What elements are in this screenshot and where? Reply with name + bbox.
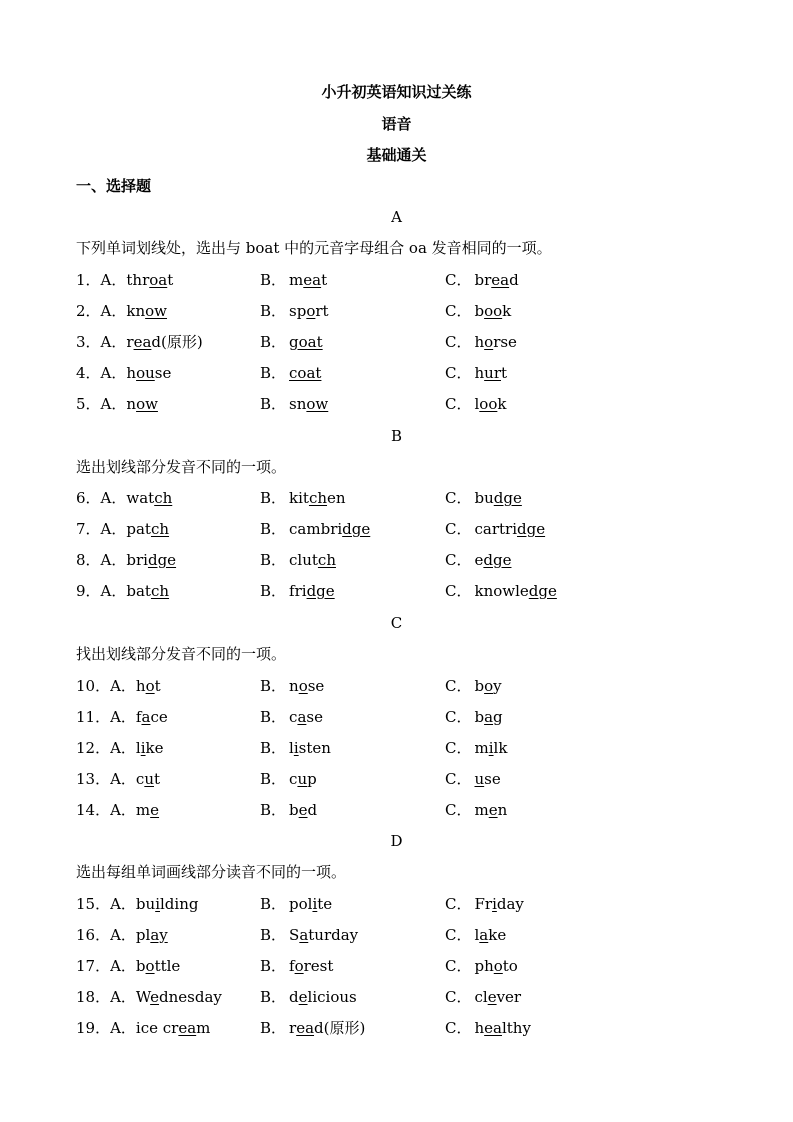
option-a[interactable] [76, 894, 198, 914]
option-a[interactable] [76, 1018, 210, 1038]
option-a-word: throat [126, 271, 174, 289]
underlined-letters: e [150, 801, 160, 819]
underlined-letters: ow [145, 302, 168, 320]
question-number: 17．A． [76, 957, 136, 975]
option-c[interactable] [445, 550, 511, 570]
underlined-letters: oo [479, 395, 498, 413]
option-c-label: C． [445, 801, 472, 819]
option-c[interactable] [445, 769, 501, 789]
option-b[interactable] [260, 894, 332, 914]
option-c-word: men [474, 801, 508, 819]
option-c-label: C． [445, 395, 472, 413]
underlined-letters: a [479, 926, 489, 944]
option-a-word: like [135, 739, 164, 757]
option-c-word: photo [474, 957, 518, 975]
option-b-label: B． [260, 333, 287, 351]
part-instruction: 选出划线部分发音不同的一项。 [76, 458, 287, 476]
underlined-letters: oo [484, 302, 503, 320]
question-row [0, 800, 793, 820]
question-row [0, 769, 793, 789]
option-b[interactable] [260, 270, 327, 290]
option-a-word: know [126, 302, 168, 320]
question-row [0, 550, 793, 570]
underlined-letters: o [298, 677, 308, 695]
option-b-label: B． [260, 364, 287, 382]
option-c[interactable] [445, 676, 502, 696]
question-number: 12．A． [76, 739, 136, 757]
underlined-letters: i [293, 739, 299, 757]
option-c-word: hurt [474, 364, 508, 382]
question-number: 7．A． [76, 520, 127, 538]
option-a-word: watch [126, 489, 173, 507]
question-row [0, 519, 793, 539]
underlined-letters: o [484, 333, 494, 351]
question-row [0, 301, 793, 321]
option-b[interactable] [260, 332, 323, 352]
option-a-word: bridge [126, 551, 177, 569]
underlined-letters: ow [306, 395, 329, 413]
question-row [0, 1018, 793, 1038]
option-c[interactable] [445, 894, 524, 914]
question-row [0, 925, 793, 945]
option-c[interactable] [445, 956, 518, 976]
option-b-label: B． [260, 395, 287, 413]
option-c-word: bread [474, 271, 519, 289]
option-b-word: delicious [289, 988, 357, 1006]
option-c-label: C． [445, 520, 472, 538]
option-b-word: cambridge [289, 520, 371, 538]
question-row [0, 676, 793, 696]
option-b-label: B． [260, 957, 287, 975]
question-row [0, 488, 793, 508]
option-c-word: horse [474, 333, 517, 351]
section-heading: 一、选择题 [76, 177, 152, 195]
option-b-word [289, 333, 323, 351]
option-b-label: B． [260, 302, 287, 320]
option-a[interactable] [76, 925, 168, 945]
option-a[interactable] [76, 488, 172, 508]
underlined-letters: a [299, 926, 309, 944]
option-c-label: C． [445, 551, 472, 569]
option-a[interactable] [76, 800, 159, 820]
underlined-letters: e [298, 801, 308, 819]
underlined-letters: ch [308, 489, 328, 507]
option-b-label: B． [260, 801, 287, 819]
option-a[interactable] [76, 270, 173, 290]
option-a-word: play [135, 926, 168, 944]
option-c-label: C． [445, 708, 472, 726]
option-b-label: B． [260, 551, 287, 569]
option-a-word: batch [126, 582, 170, 600]
option-b-word: polite [289, 895, 333, 913]
option-a-word: face [135, 708, 168, 726]
underlined-letters: o [145, 957, 155, 975]
option-b-label: B． [260, 770, 287, 788]
question-number: 15．A． [76, 895, 136, 913]
option-a-word: cut [135, 770, 161, 788]
underlined-letters: ur [484, 364, 501, 382]
underlined-letters: ch [154, 489, 173, 507]
underlined-letters: dge [493, 489, 522, 507]
option-c[interactable] [445, 738, 507, 758]
option-c-word: Friday [474, 895, 524, 913]
question-number: 5．A． [76, 395, 127, 413]
option-b-label: B． [260, 677, 287, 695]
option-c-label: C． [445, 364, 472, 382]
underlined-letters: ay [150, 926, 168, 944]
underlined-letters: goat [289, 333, 323, 351]
option-b[interactable] [260, 550, 336, 570]
question-number: 18．A． [76, 988, 136, 1006]
underlined-letters: e [488, 801, 498, 819]
question-number: 8．A． [76, 551, 127, 569]
option-c-word: look [474, 395, 507, 413]
underlined-letters: dge [483, 551, 512, 569]
underlined-letters: e [487, 988, 497, 1006]
option-c-word: cartridge [474, 520, 546, 538]
option-a-word: now [126, 395, 158, 413]
option-b[interactable] [260, 738, 331, 758]
underlined-letters: a [484, 708, 494, 726]
option-b-word: cup [289, 770, 317, 788]
option-a-word: Wednesday [135, 988, 222, 1006]
option-a-word: read(原形) [126, 333, 203, 351]
option-a[interactable] [76, 707, 168, 727]
underlined-letters: i [155, 895, 160, 913]
underlined-letters: ow [136, 395, 158, 413]
option-c-word: clever [474, 988, 522, 1006]
underlined-letters: u [297, 770, 308, 788]
option-c[interactable] [445, 301, 511, 321]
part-instruction: 下列单词划线处，选出与 boat 中的元音字母组合 oa 发音相同的一项。 [76, 239, 552, 257]
option-b[interactable] [260, 519, 370, 539]
underlined-letters: ou [136, 364, 155, 382]
option-b-label: B． [260, 489, 287, 507]
option-a[interactable] [76, 332, 203, 352]
option-c[interactable] [445, 800, 507, 820]
level-title: 基础通关 [366, 146, 427, 164]
question-number: 19．A． [76, 1019, 136, 1037]
option-b[interactable] [260, 707, 323, 727]
part-instruction: 选出每组单词画线部分读音不同的一项。 [76, 863, 347, 881]
option-c[interactable] [445, 581, 557, 601]
part-label: D [390, 832, 403, 850]
option-a[interactable] [76, 363, 171, 383]
underlined-letters: dge [306, 582, 335, 600]
question-number: 10．A． [76, 677, 136, 695]
underlined-letters: ch [317, 551, 336, 569]
underlined-letters: oa [149, 271, 168, 289]
option-b[interactable] [260, 1018, 365, 1038]
option-b[interactable] [260, 800, 317, 820]
option-c[interactable] [445, 332, 517, 352]
underlined-letters: e [298, 988, 308, 1006]
option-b-word [289, 364, 321, 382]
option-b-label: B． [260, 739, 287, 757]
option-b-label: B． [260, 926, 287, 944]
underlined-letters: ch [150, 520, 170, 538]
option-c[interactable] [445, 363, 507, 383]
option-b-label: B． [260, 895, 287, 913]
topic-title: 语音 [381, 115, 412, 133]
option-b-word: Saturday [289, 926, 359, 944]
option-b-word: snow [289, 395, 329, 413]
underlined-letters: ea [296, 1019, 315, 1037]
option-b-label: B． [260, 988, 287, 1006]
option-b-word: case [289, 708, 323, 726]
option-a[interactable] [76, 550, 176, 570]
underlined-letters: i [492, 895, 497, 913]
option-c-word: edge [474, 551, 512, 569]
option-c-label: C． [445, 988, 472, 1006]
option-b[interactable] [260, 488, 346, 508]
question-number: 13．A． [76, 770, 136, 788]
underlined-letters: o [145, 677, 155, 695]
page-title: 小升初英语知识过关练 [321, 83, 472, 101]
option-c-word: boy [474, 677, 502, 695]
option-c[interactable] [445, 488, 522, 508]
option-a[interactable] [76, 956, 180, 976]
option-c-label: C． [445, 895, 472, 913]
question-number: 11．A． [76, 708, 136, 726]
underlined-letters: o [306, 302, 316, 320]
underlined-letters: ea [178, 1019, 197, 1037]
option-c[interactable] [445, 519, 545, 539]
option-c-label: C． [445, 739, 472, 757]
option-b-word: forest [289, 957, 334, 975]
option-c[interactable] [445, 394, 506, 414]
option-b[interactable] [260, 676, 324, 696]
option-a-word: bottle [135, 957, 181, 975]
option-b[interactable] [260, 363, 321, 383]
option-c-word: milk [474, 739, 508, 757]
option-a[interactable] [76, 738, 164, 758]
option-c-label: C． [445, 582, 472, 600]
question-number: 6．A． [76, 489, 127, 507]
option-c-label: C． [445, 302, 472, 320]
question-row [0, 394, 793, 414]
option-b[interactable] [260, 394, 328, 414]
underlined-letters: dge [342, 520, 371, 538]
option-b[interactable] [260, 956, 333, 976]
option-c-word: knowledge [474, 582, 557, 600]
underlined-letters: u [474, 770, 485, 788]
question-number: 4．A． [76, 364, 127, 382]
underlined-letters: a [297, 708, 307, 726]
option-b-word: fridge [289, 582, 335, 600]
option-c-word: lake [474, 926, 507, 944]
question-number: 2．A． [76, 302, 127, 320]
option-c-label: C． [445, 926, 472, 944]
question-row [0, 894, 793, 914]
underlined-letters: dge [528, 582, 557, 600]
part-label: B [390, 427, 403, 445]
question-row [0, 707, 793, 727]
option-a[interactable] [76, 769, 160, 789]
option-c-word: bag [474, 708, 503, 726]
option-b[interactable] [260, 987, 357, 1007]
question-number: 14．A． [76, 801, 136, 819]
question-row [0, 738, 793, 758]
option-c[interactable] [445, 707, 503, 727]
option-a-word: building [135, 895, 199, 913]
underlined-letters: ea [484, 1019, 502, 1037]
option-a-word: ice cream [135, 1019, 211, 1037]
option-b[interactable] [260, 301, 329, 321]
option-b-label: B． [260, 271, 287, 289]
option-a[interactable] [76, 676, 161, 696]
underlined-letters: dge [147, 551, 177, 569]
question-row [0, 363, 793, 383]
option-c-word: budge [474, 489, 522, 507]
option-a-word: house [126, 364, 172, 382]
option-b[interactable] [260, 769, 317, 789]
option-a-word: me [135, 801, 160, 819]
option-c-label: C． [445, 677, 472, 695]
option-b-word: listen [289, 739, 331, 757]
option-a[interactable] [76, 581, 169, 601]
underlined-letters: ea [303, 271, 322, 289]
underlined-letters: o [294, 957, 304, 975]
option-b-word: kitchen [289, 489, 346, 507]
underlined-letters: u [144, 770, 154, 788]
question-row [0, 956, 793, 976]
underlined-letters: coat [289, 364, 322, 382]
question-number: 16．A． [76, 926, 136, 944]
option-c-label: C． [445, 957, 472, 975]
option-b-label: B． [260, 1019, 287, 1037]
underlined-letters: o [493, 957, 503, 975]
option-c-word: use [474, 770, 501, 788]
option-a[interactable] [76, 519, 169, 539]
option-b-word: meat [289, 271, 328, 289]
option-c-label: C． [445, 489, 472, 507]
option-c[interactable] [445, 270, 519, 290]
part-label: C [390, 614, 403, 632]
question-number: 9．A． [76, 582, 127, 600]
option-b[interactable] [260, 581, 335, 601]
option-c-label: C． [445, 271, 472, 289]
option-b-word: clutch [289, 551, 336, 569]
option-a-word: hot [135, 677, 161, 695]
underlined-letters: i [312, 895, 318, 913]
option-b-label: B． [260, 520, 287, 538]
underlined-letters: i [488, 739, 494, 757]
option-c[interactable] [445, 1018, 531, 1038]
underlined-letters: ch [150, 582, 170, 600]
underlined-letters: i [140, 739, 146, 757]
option-b-label: B． [260, 708, 287, 726]
option-b-word: sport [289, 302, 329, 320]
option-c-label: C． [445, 333, 472, 351]
question-row [0, 332, 793, 352]
underlined-letters: dge [517, 520, 546, 538]
option-b-word: bed [289, 801, 318, 819]
question-number: 1．A． [76, 271, 127, 289]
option-c[interactable] [445, 987, 521, 1007]
question-row [0, 581, 793, 601]
option-a[interactable] [76, 394, 158, 414]
part-instruction: 找出划线部分发音不同的一项。 [76, 645, 287, 663]
option-c-word: healthy [474, 1019, 531, 1037]
underlined-letters: e [150, 988, 160, 1006]
option-a[interactable] [76, 987, 222, 1007]
part-label: A [391, 208, 402, 226]
option-b-word: nose [289, 677, 325, 695]
option-c-label: C． [445, 770, 472, 788]
underlined-letters: ea [491, 271, 510, 289]
option-a-word: patch [126, 520, 170, 538]
question-row [0, 270, 793, 290]
option-b-word: read(原形) [289, 1019, 366, 1037]
underlined-letters: ea [133, 333, 152, 351]
question-number: 3．A． [76, 333, 127, 351]
underlined-letters: a [141, 708, 151, 726]
option-b[interactable] [260, 925, 358, 945]
option-b-label: B． [260, 582, 287, 600]
option-c-word: book [474, 302, 512, 320]
underlined-letters: o [484, 677, 494, 695]
question-row [0, 987, 793, 1007]
option-c-label: C． [445, 1019, 472, 1037]
option-a[interactable] [76, 301, 167, 321]
option-c[interactable] [445, 925, 506, 945]
